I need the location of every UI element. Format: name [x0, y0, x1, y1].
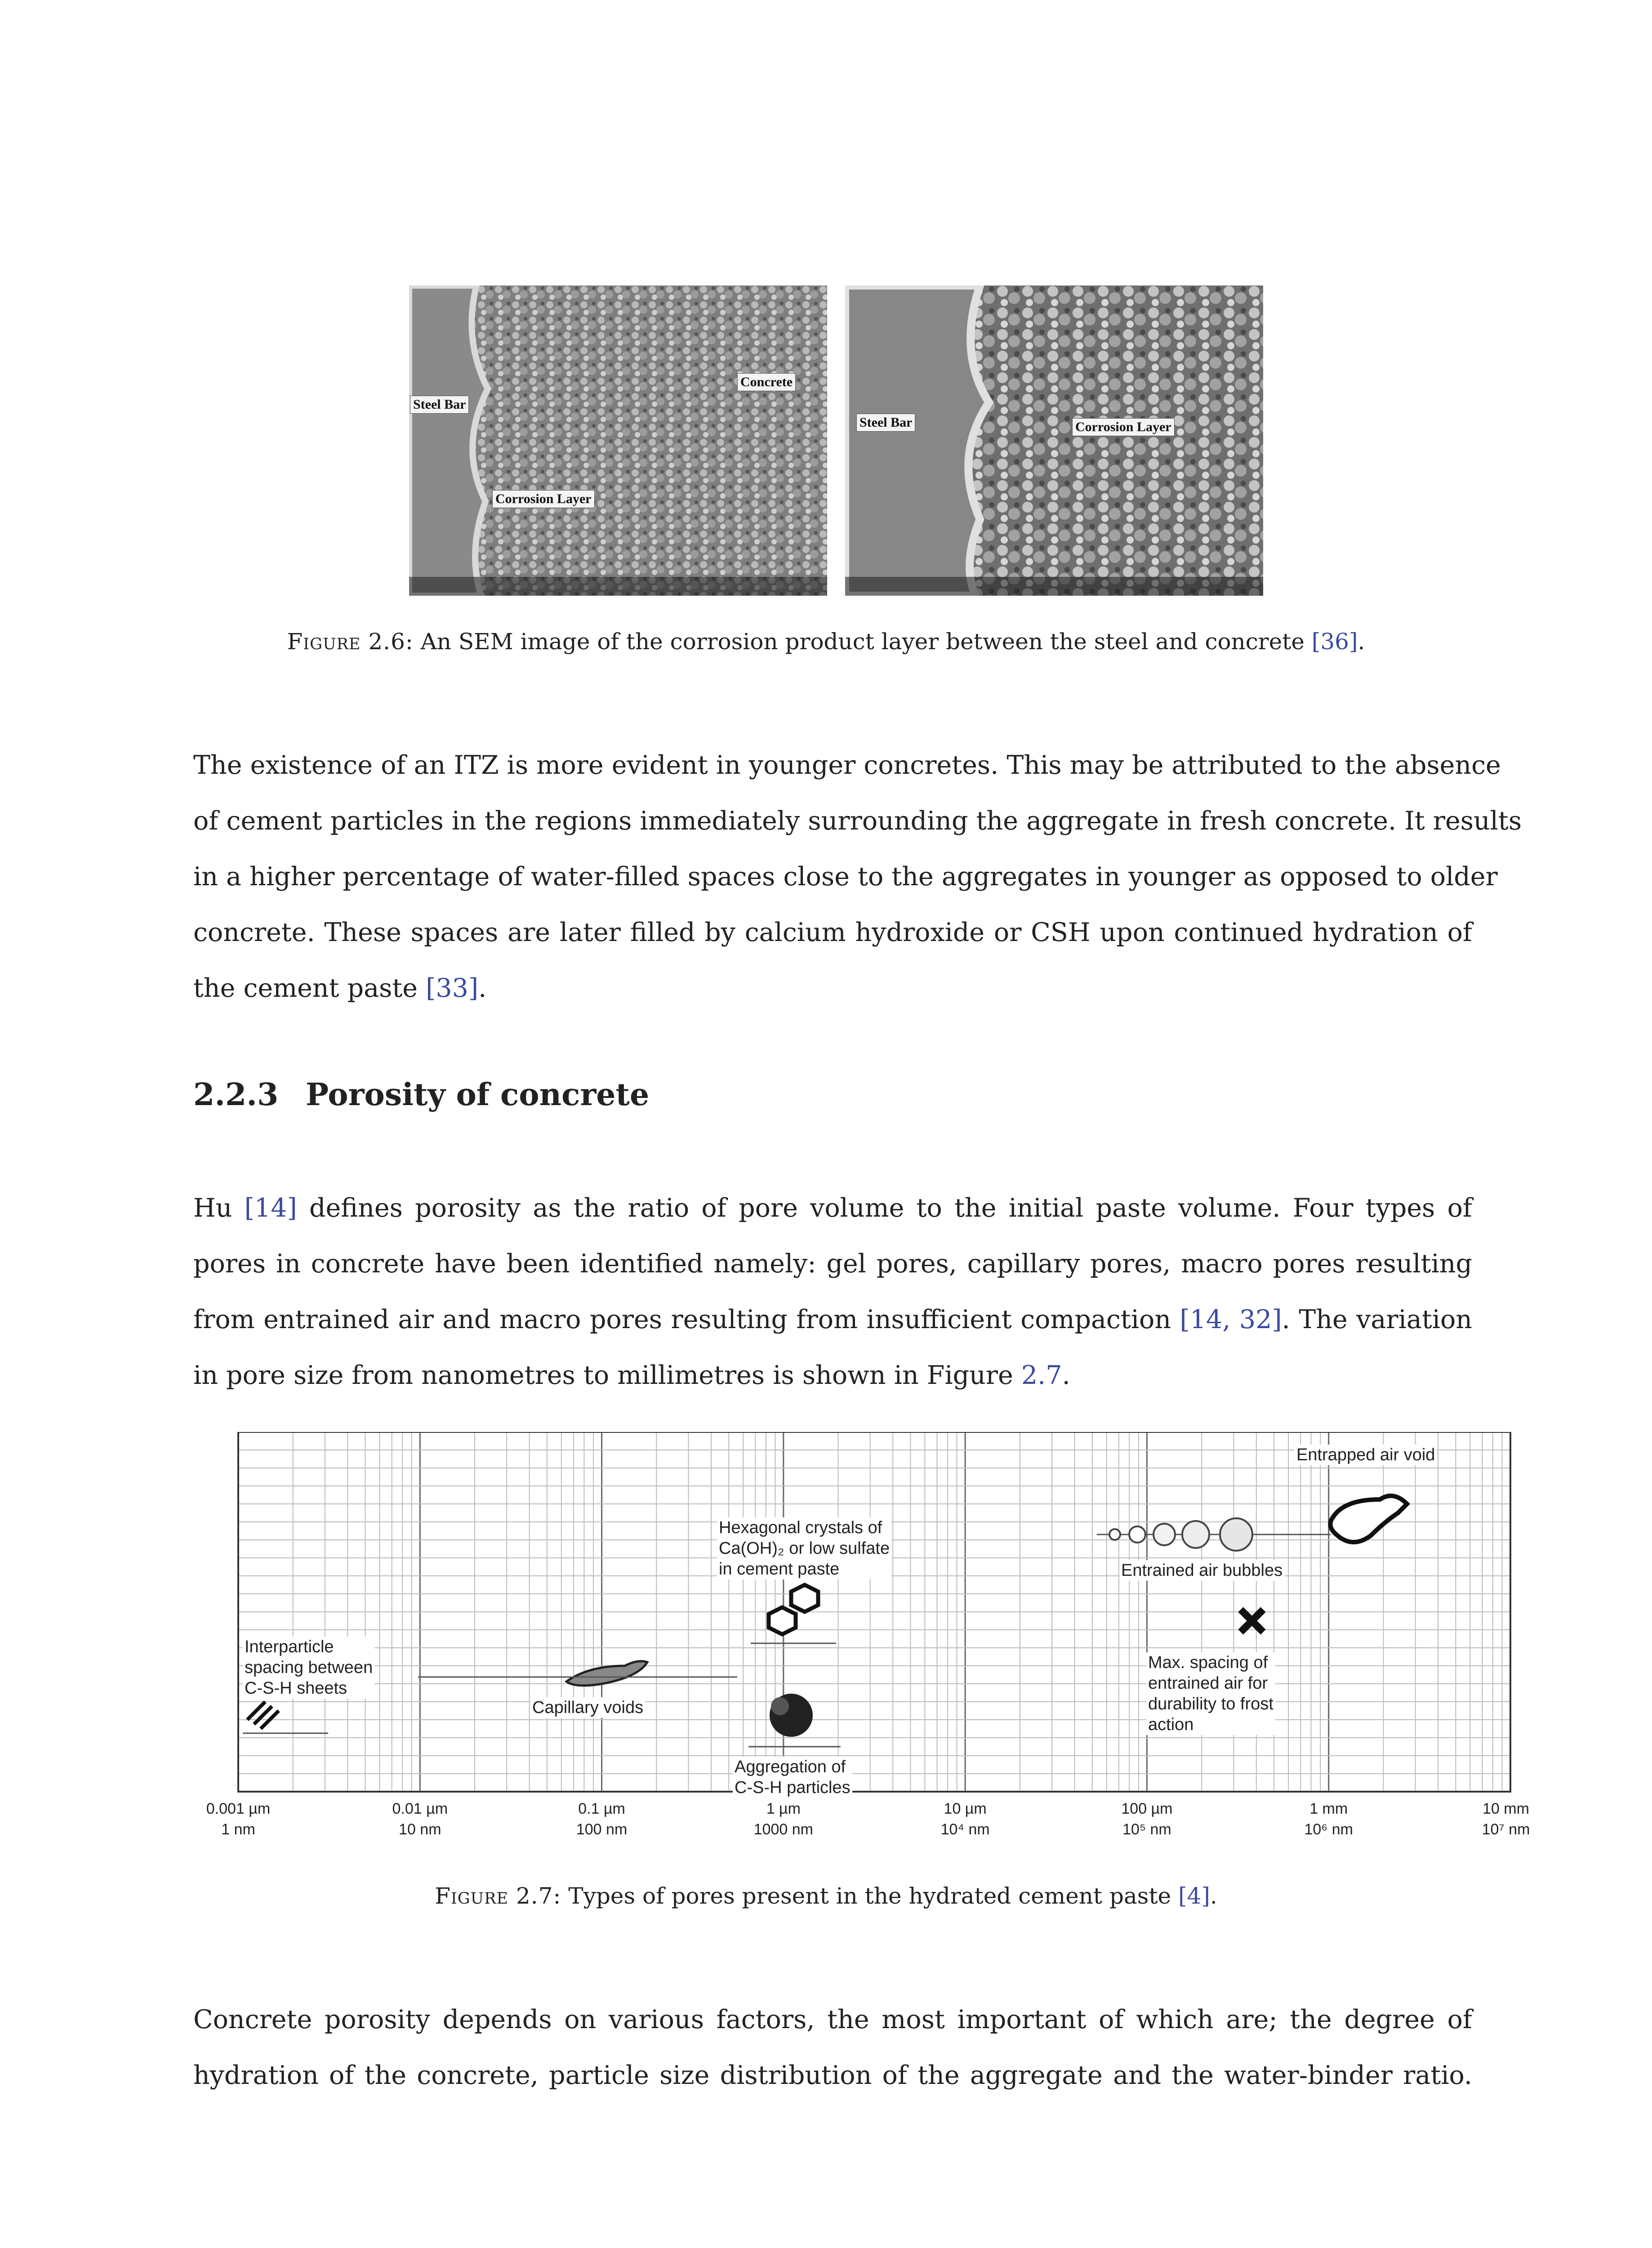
label-line: entrained air for — [1148, 1674, 1268, 1693]
label-line: action — [1148, 1715, 1194, 1734]
axis-tick-micrometre: 0.001 µm — [206, 1800, 271, 1817]
section-title: Porosity of concrete — [306, 1077, 650, 1113]
label-line: Aggregation of — [735, 1757, 846, 1776]
figure-2-7-label: Figure 2.7: — [435, 1883, 561, 1909]
label-hexagonal-crystals — [717, 1517, 891, 1579]
pore-chart-svg — [193, 1432, 1537, 1850]
paragraph-line: concrete. These spaces are later filled by calcium hydroxide or CSH upon continued hydration of — [193, 918, 1472, 947]
sem-info-bar-left — [409, 577, 827, 596]
axis-tick-label — [543, 1798, 660, 1840]
bubble-4 — [1182, 1521, 1209, 1548]
section-heading — [193, 1077, 649, 1113]
figure-2-6-caption — [0, 627, 1652, 656]
max-spacing-x-mark — [1241, 1610, 1263, 1632]
bubble-1 — [1109, 1529, 1120, 1540]
paragraph-line — [193, 1292, 1472, 1347]
paragraph-line: hydration of the concrete, particle size distribution of the aggregate and the water-binder ratio. — [193, 2061, 1472, 2090]
axis-tick-nanometre: 10⁵ nm — [1122, 1821, 1171, 1838]
text-fragment: in pore size from nanometres to millimetres is shown in Figure — [193, 1360, 1021, 1390]
paragraph-factors — [193, 1992, 1472, 2103]
sem-image-left — [409, 285, 827, 596]
paragraph-line: pores in concrete have been identified namely: gel pores, capillary pores, macro pores resulting — [193, 1249, 1472, 1279]
axis-tick-label — [180, 1798, 297, 1840]
figure-2-7-text: Types of pores present in the hydrated cement paste — [568, 1883, 1171, 1909]
axis-tick-nanometre: 10⁴ nm — [940, 1821, 990, 1838]
hex-crystal-1 — [791, 1585, 818, 1612]
axis-tick-micrometre: 0.1 µm — [578, 1800, 625, 1817]
bubble-2 — [1129, 1526, 1145, 1543]
axis-tick-micrometre: 1 mm — [1309, 1800, 1348, 1817]
citation-14-32[interactable]: [14, 32] — [1180, 1305, 1282, 1334]
axis-tick-nanometre: 10⁷ nm — [1482, 1821, 1530, 1838]
paragraph-line — [193, 1347, 1472, 1403]
section-number: 2.2.3 — [193, 1077, 279, 1113]
text-fragment: . The variation — [1282, 1305, 1472, 1334]
paragraph-porosity — [193, 1180, 1472, 1403]
sem-info-bar-right — [845, 577, 1263, 596]
text-fragment: . — [478, 973, 487, 1003]
label-line: Ca(OH)₂ or low sulfate — [719, 1539, 890, 1558]
label-line: Hexagonal crystals of — [719, 1518, 882, 1537]
axis-tick-label — [1088, 1798, 1205, 1840]
paragraph-line: Concrete porosity depends on various factors, the most important of which are; the degree of — [193, 2005, 1472, 2034]
paragraph-line: in a higher percentage of water-filled spaces close to the aggregates in younger as opposed to older — [193, 862, 1498, 892]
label-aggregation-csh — [733, 1757, 852, 1798]
bubble-5 — [1220, 1518, 1252, 1551]
text-fragment: Hu — [193, 1193, 245, 1223]
chart-grid — [238, 1432, 1510, 1792]
label-line: C-S-H sheets — [245, 1679, 347, 1698]
label-corrosion-layer-left: Corrosion Layer — [492, 490, 595, 508]
figure-2-7-cite[interactable]: [4] — [1178, 1883, 1210, 1909]
paragraph-line: The existence of an ITZ is more evident in younger concretes. This may be attributed to the absence — [193, 750, 1501, 780]
figure-ref-2-7[interactable]: 2.7 — [1021, 1360, 1062, 1390]
paragraph-line: of cement particles in the regions immediately surrounding the aggregate in fresh concrete. It results — [193, 806, 1522, 836]
axis-tick-label — [361, 1798, 478, 1840]
axis-tick-nanometre: 10 nm — [399, 1821, 441, 1838]
text-fragment: defines porosity as the ratio of pore volume to the initial paste volume. Four types of — [297, 1193, 1472, 1223]
figure-2-7-caption — [0, 1882, 1652, 1910]
hex-crystal-2 — [769, 1607, 796, 1634]
label-steel-bar-left: Steel Bar — [410, 396, 469, 414]
label-line: Max. spacing of — [1148, 1653, 1268, 1672]
pore-size-chart — [193, 1432, 1537, 1850]
csh-sheets-shape — [247, 1702, 279, 1729]
figure-2-6-text: An SEM image of the corrosion product layer between the steel and concrete — [420, 629, 1305, 655]
citation-33[interactable]: [33] — [426, 973, 479, 1003]
sem-image-right — [845, 285, 1263, 596]
label-line: spacing between — [245, 1658, 373, 1677]
label-concrete: Concrete — [737, 373, 796, 391]
label-entrained-air-bubbles: Entrained air bubbles — [1119, 1560, 1284, 1581]
csh-aggregation-texture — [771, 1697, 789, 1715]
axis-tick-nanometre: 10⁶ nm — [1304, 1821, 1353, 1838]
label-max-spacing — [1146, 1652, 1275, 1735]
label-steel-bar-right: Steel Bar — [856, 414, 915, 432]
figure-2-6-cite[interactable]: [36] — [1311, 629, 1358, 655]
axis-tick-label — [725, 1798, 842, 1840]
capillary-void-shape — [566, 1661, 647, 1686]
sem-texture-left — [409, 285, 827, 596]
entrapped-void-shape — [1330, 1496, 1407, 1542]
axis-tick-micrometre: 100 µm — [1121, 1800, 1173, 1817]
paragraph-itz — [193, 737, 1522, 1016]
paragraph-line — [193, 1180, 1472, 1236]
axis-tick-micrometre: 10 µm — [944, 1800, 987, 1817]
figure-2-6-label: Figure 2.6: — [287, 629, 414, 655]
sem-texture-right — [845, 285, 1263, 596]
axis-tick-label — [907, 1798, 1024, 1840]
label-line: C-S-H particles — [735, 1778, 850, 1797]
label-line: in cement paste — [719, 1560, 840, 1579]
axis-tick-label — [1447, 1798, 1564, 1840]
axis-tick-micrometre: 10 mm — [1483, 1800, 1529, 1817]
axis-tick-nanometre: 1000 nm — [753, 1821, 813, 1838]
label-line: durability to frost — [1148, 1695, 1274, 1713]
axis-tick-micrometre: 1 µm — [766, 1800, 801, 1817]
axis-tick-nanometre: 1 nm — [221, 1821, 255, 1838]
label-line: Interparticle — [245, 1637, 334, 1656]
axis-tick-micrometre: 0.01 µm — [392, 1800, 448, 1817]
label-entrapped-air-void: Entrapped air void — [1295, 1445, 1437, 1465]
citation-14[interactable]: [14] — [244, 1193, 297, 1223]
figure-2-6-end: . — [1358, 629, 1365, 655]
text-fragment: the cement paste — [193, 973, 426, 1003]
label-interparticle-spacing — [243, 1637, 374, 1699]
axis-tick-nanometre: 100 nm — [576, 1821, 628, 1838]
label-corrosion-layer-right: Corrosion Layer — [1072, 418, 1175, 436]
bubble-3 — [1153, 1524, 1175, 1545]
label-capillary-voids: Capillary voids — [530, 1697, 645, 1718]
axis-tick-label — [1270, 1798, 1387, 1840]
paragraph-line — [193, 960, 1472, 1016]
text-fragment: . — [1062, 1360, 1070, 1390]
text-fragment: from entrained air and macro pores resulting from insufficient compaction — [193, 1305, 1180, 1334]
figure-2-7-end: . — [1210, 1883, 1217, 1909]
